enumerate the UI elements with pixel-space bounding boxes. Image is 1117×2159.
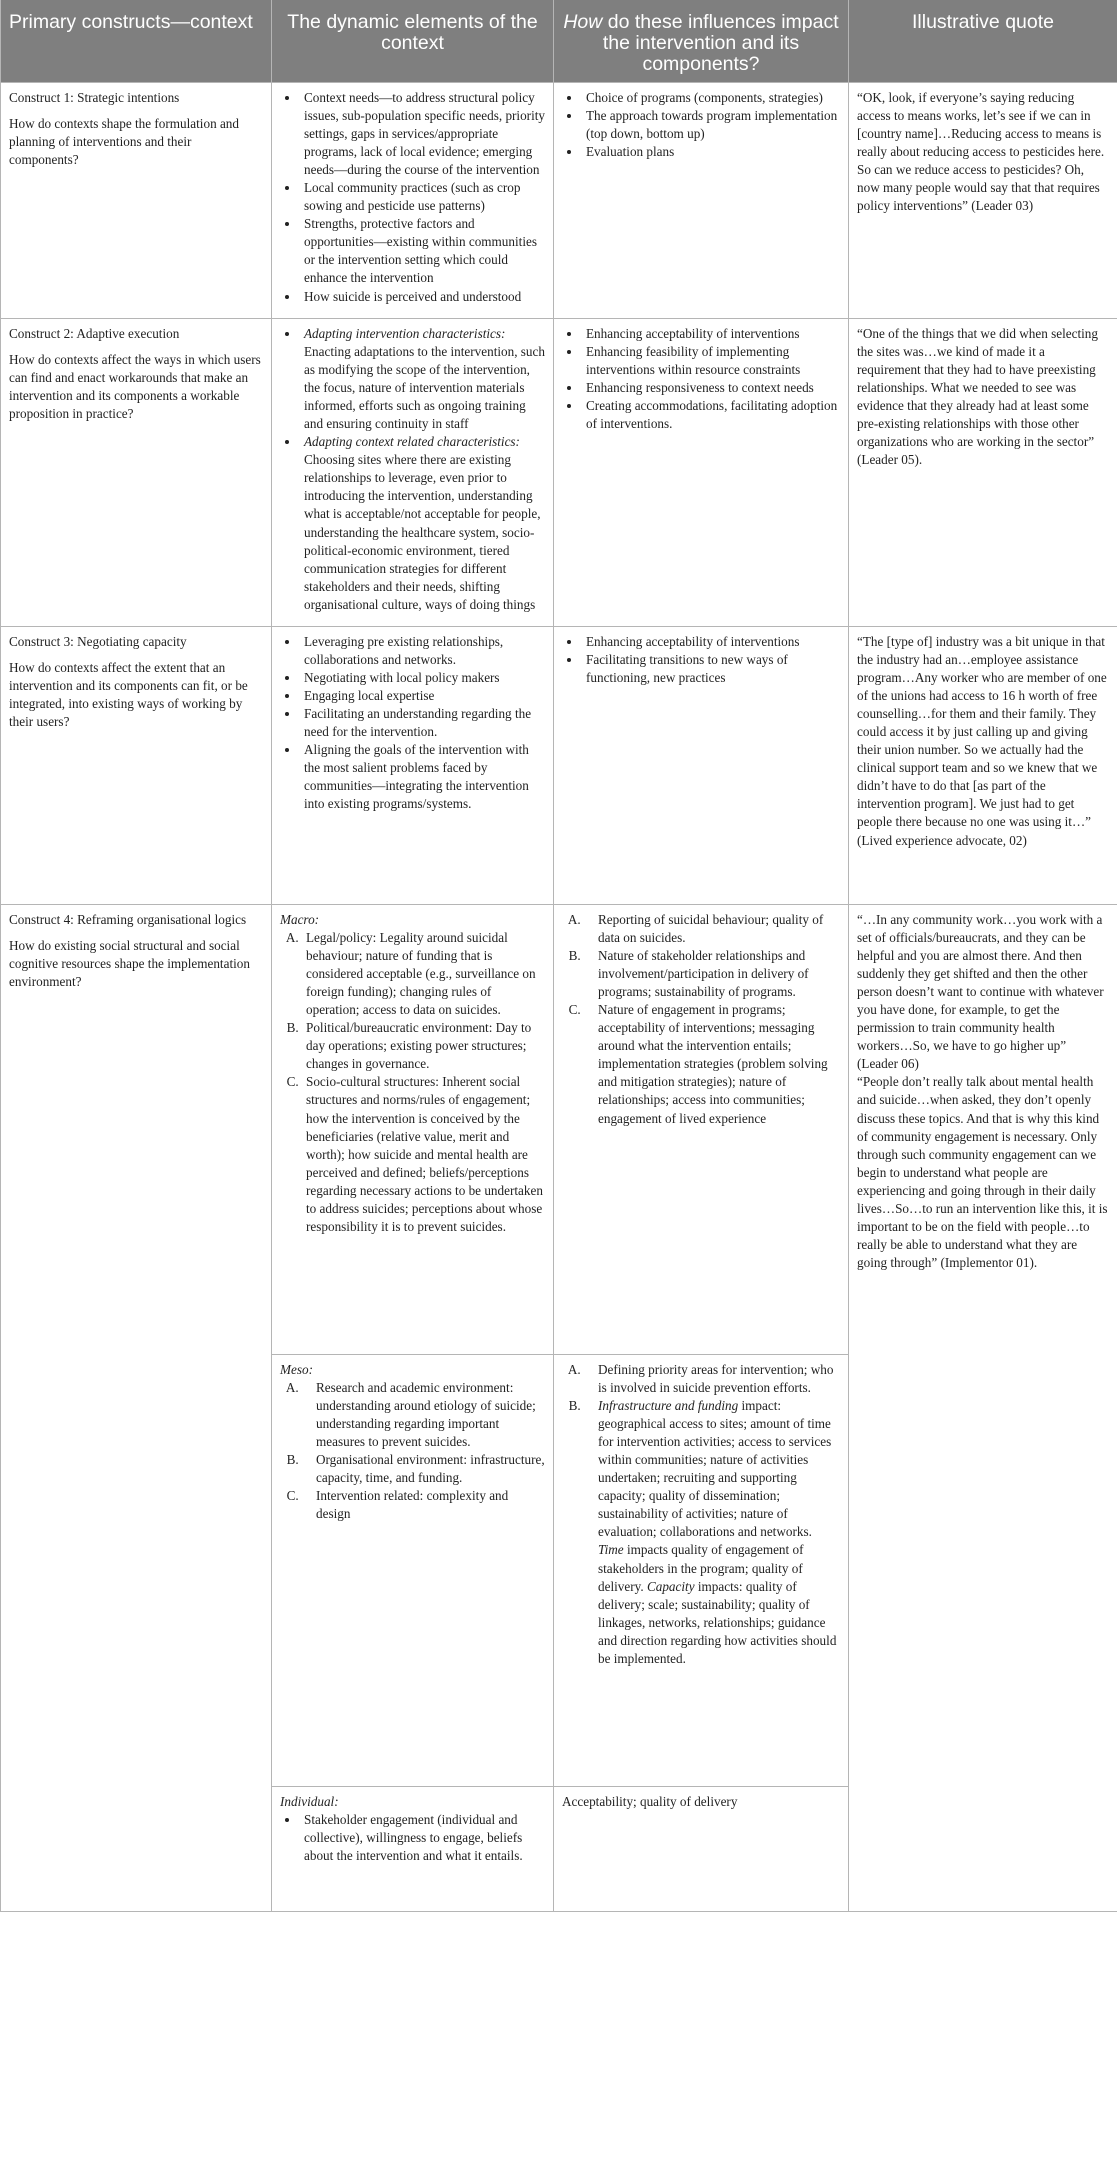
construct-question: How do contexts affect the ways in which users can find and enact workarounds that make an intervention and its components a workable proposition in practice? <box>9 351 261 421</box>
impacts-cell <box>554 626 849 904</box>
individual-list <box>280 1811 545 1865</box>
list-item: C. Nature of engagement in programs; acceptability of interventions; messaging around what the intervention entails; implementation strategies (problem solving and mitigation strategies); nature of relationships; access into communities; engagement of lived experience <box>584 1001 840 1128</box>
elements-list <box>280 89 545 306</box>
elements-cell <box>272 82 554 318</box>
impact-text: impact: geographical access to sites; amount of time for intervention activities; access to services within communities; nature of activities undertaken; recruiting and supporting capacity; quality of dissemination; sustainability of activities; nature of evaluation; collaborations and networks. <box>598 1397 832 1540</box>
meso-impacts-list <box>562 1361 840 1669</box>
construct-question: How do contexts affect the extent that an intervention and its components can fit, or be integrated, into existing ways of working by their users? <box>9 659 248 729</box>
impacts-list <box>562 325 840 434</box>
level-label-individual: Individual: <box>280 1793 339 1809</box>
construct-question: How do contexts shape the formulation and planning of interventions and their components? <box>9 115 239 167</box>
illustrative-quote: “One of the things that we did when selecting the sites was…we kind of made it a requirement that they had to have preexisting relationships. What we needed to see was evidence that they already had at least some pre-existing relationships with those other organizations who are working in the sector” (Leader 05). <box>857 325 1098 468</box>
meso-list <box>280 1379 545 1524</box>
construct-question: How do existing social structural and social cognitive resources shape the implementation environment? <box>9 937 250 989</box>
list-item: • How suicide is perceived and understood <box>300 288 545 306</box>
illustrative-quote: “…In any community work…you work with a set of officials/bureaucrats, and they can be helpful and you are almost there. And then suddenly they get shifted and then the other person doesn’t want to continue with whatever you have done, for example, to get the permission to train community health workers…So, we have to go higher up” (Leader 06) <box>857 911 1104 1072</box>
construct-cell <box>1 318 272 626</box>
meso-elements-cell <box>272 1354 554 1786</box>
element-text: Choosing sites where there are existing relationships to leverage, even prior to introducing the intervention, understanding what is acceptable/not acceptable for people, understanding the healthcare system, socio-political-economic environment, tiered communication strategies for different stakeholders and their needs, shifting organisational culture, ways of doing things <box>304 452 541 612</box>
list-item: • Enhancing feasibility of implementing interventions within resource constraints <box>582 343 840 379</box>
table-row <box>1 904 1117 1354</box>
list-item: • Creating accommodations, facilitating adoption of interventions. <box>582 397 840 433</box>
construct-cell <box>1 904 272 1911</box>
illustrative-quote: “OK, look, if everyone’s saying reducing access to means works, let’s see if we can in [country name]…Reducing access to means is really about reducing access to pesticides here. So can we reduce access to pesticides? Oh, now many people would say that that requires policy interventions” (Leader 03) <box>857 89 1105 214</box>
illustrative-quote: “The [type of] industry was a bit unique in that the industry had an…employee assistance program…Any worker who are member of one of the unions had access to 16 h worth of free counselling…for them and their family. They could access it by just calling up and giving their union number. So we actually had the clinical support team and so we knew that we didn’t have to do that [as part of the intervention program]. We just had to get people there because no one was using it…” (Lived experience advocate, 02) <box>857 633 1107 848</box>
header-impact <box>554 0 849 82</box>
list-item: • Stakeholder engagement (individual and collective), willingness to engage, beliefs about the intervention and what it entails. <box>300 1811 545 1865</box>
list-item: • Evaluation plans <box>582 143 840 161</box>
construct-cell <box>1 626 272 904</box>
construct-title: Construct 3: Negotiating capacity <box>9 633 187 649</box>
header-dynamic-elements: The dynamic elements of the context <box>272 0 554 82</box>
list-item <box>300 433 545 614</box>
list-item: A. Research and academic environment: understanding around etiology of suicide; understanding regarding important measures to prevent suicides. <box>302 1379 545 1451</box>
list-item: C. Intervention related: complexity and design <box>302 1487 545 1523</box>
element-label: Adapting context related characteristics: <box>304 434 520 450</box>
meso-impacts-cell <box>554 1354 849 1786</box>
individual-impacts-cell <box>554 1786 849 1911</box>
elements-cell <box>272 626 554 904</box>
impact-label: Time <box>598 1542 624 1558</box>
construct-title: Construct 1: Strategic intentions <box>9 89 180 105</box>
macro-impacts-list <box>562 911 840 1128</box>
header-impact-rest: do these influences impact the intervention and its components? <box>602 11 839 75</box>
list-item: A. Legal/policy: Legality around suicidal behaviour; nature of funding that is considered acceptable (e.g., surveillance on foreign funding); changing rules of operation; access to data on suicides. <box>302 929 545 1019</box>
list-item: • Leveraging pre existing relationships, collaborations and networks. <box>300 633 545 669</box>
list-item: B. Nature of stakeholder relationships and involvement/participation in delivery of programs; sustainability of programs. <box>584 947 840 1001</box>
impacts-cell <box>554 318 849 626</box>
quote-cell <box>849 626 1117 904</box>
list-item: A. Defining priority areas for intervention; who is involved in suicide prevention efforts. <box>584 1361 840 1397</box>
level-label-macro: Macro: <box>280 911 320 927</box>
quote-cell <box>849 318 1117 626</box>
impacts-list <box>562 633 840 687</box>
construct-title: Construct 4: Reframing organisational logics <box>9 911 247 927</box>
list-item <box>584 1397 840 1668</box>
elements-cell <box>272 318 554 626</box>
list-item: • Engaging local expertise <box>300 687 545 705</box>
header-impact-italic: How <box>563 11 603 33</box>
list-item: • Enhancing responsiveness to context needs <box>582 379 840 397</box>
elements-list <box>280 633 545 814</box>
list-item: B. Political/bureaucratic environment: Day to day operations; existing power structures; changes in governance. <box>302 1019 545 1073</box>
construct-title: Construct 2: Adaptive execution <box>9 325 180 341</box>
list-item: • Strengths, protective factors and opportunities—existing within communities or the intervention setting which could enhance the intervention <box>300 215 545 287</box>
elements-list <box>280 325 545 615</box>
macro-impacts-cell <box>554 904 849 1354</box>
table-row <box>1 318 1117 626</box>
macro-list <box>280 929 545 1237</box>
list-item: • Enhancing acceptability of interventions <box>582 325 840 343</box>
list-item: B. Organisational environment: infrastructure, capacity, time, and funding. <box>302 1451 545 1487</box>
level-label-meso: Meso: <box>280 1361 313 1377</box>
construct-cell <box>1 82 272 318</box>
list-item: • Facilitating transitions to new ways of functioning, new practices <box>582 651 840 687</box>
list-item: • Context needs—to address structural policy issues, sub-population specific needs, priority settings, gaps in services/appropriate programs, lack of local evidence; emerging needs—during the course of the intervention <box>300 89 545 179</box>
list-item: • Aligning the goals of the intervention with the most salient problems faced by communities—integrating the intervention into existing programs/systems. <box>300 741 545 813</box>
impact-label: Infrastructure and funding <box>598 1397 739 1413</box>
individual-impact: Acceptability; quality of delivery <box>562 1793 738 1809</box>
table-row <box>1 626 1117 904</box>
impacts-cell <box>554 82 849 318</box>
list-item <box>300 325 545 434</box>
list-item: • Local community practices (such as crop sowing and pesticide use patterns) <box>300 179 545 215</box>
table-row <box>1 82 1117 318</box>
header-illustrative-quote: Illustrative quote <box>849 0 1117 82</box>
list-item: • Choice of programs (components, strategies) <box>582 89 840 107</box>
list-item: A. Reporting of suicidal behaviour; quality of data on suicides. <box>584 911 840 947</box>
header-row <box>1 0 1117 82</box>
element-label: Adapting intervention characteristics: <box>304 325 506 341</box>
header-primary-constructs: Primary constructs—context <box>1 0 272 82</box>
macro-elements-cell <box>272 904 554 1354</box>
list-item: • Negotiating with local policy makers <box>300 669 545 687</box>
impact-text: impacts: quality of delivery; scale; sustainability; quality of linkages, networks, relationships; guidance and direction regarding how activities should be implemented. <box>598 1578 837 1666</box>
quote-cell <box>849 904 1117 1911</box>
impact-text: impacts quality of engagement of stakeholders in the program; quality of delivery. <box>598 1542 804 1594</box>
list-item: • The approach towards program implementation (top down, bottom up) <box>582 107 840 143</box>
element-text: Enacting adaptations to the intervention, such as modifying the scope of the intervention, the focus, nature of intervention materials informed, efforts such as ongoing training and ensuring continuity in staff <box>304 343 545 431</box>
list-item: C. Socio-cultural structures: Inherent social structures and norms/rules of engagement; how the intervention is conceived by the beneficiaries (relative value, merit and worth); how suicide and mental health are perceived and defined; beliefs/perceptions regarding necessary actions to be undertaken to address suicides; perceptions about whose responsibility it is to prevent suicides. <box>302 1073 545 1236</box>
list-item: • Enhancing acceptability of interventions <box>582 633 840 651</box>
impacts-list <box>562 89 840 161</box>
quote-cell <box>849 82 1117 318</box>
list-item: • Facilitating an understanding regarding the need for the intervention. <box>300 705 545 741</box>
individual-elements-cell <box>272 1786 554 1911</box>
impact-label: Capacity <box>646 1578 695 1594</box>
illustrative-quote: “People don’t really talk about mental health and suicide…when asked, they don’t openly discuss these topics. And that is why this kind of community engagement is necessary. Only through such community engagement can we begin to understand what people are experiencing and going through in their daily lives…So…to run an intervention like this, it is important to be on the field with people…to really be able to understand what they are going through” (Implementor 01). <box>857 1074 1108 1271</box>
